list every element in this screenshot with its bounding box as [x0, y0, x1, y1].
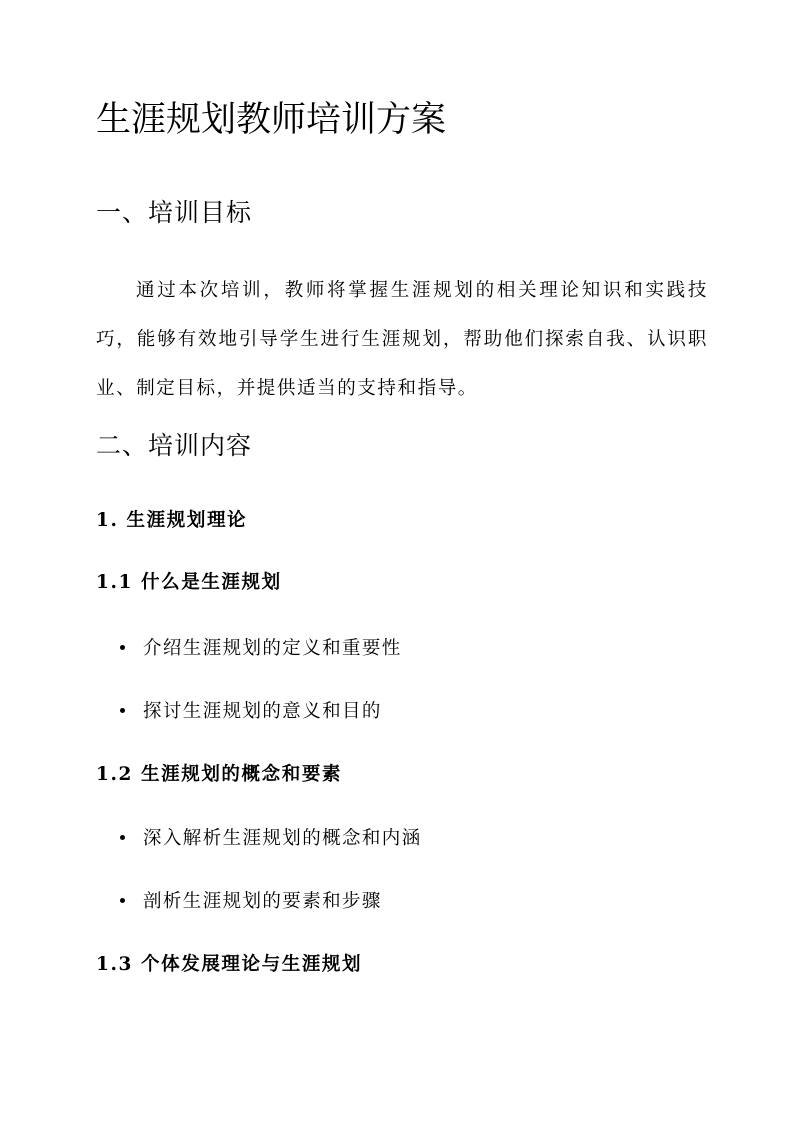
- subheading-what-is: 1.1 什么是生涯规划: [96, 572, 282, 593]
- bullet-icon: [120, 708, 125, 713]
- goals-paragraph: 通过本次培训，教师将掌握生涯规划的相关理论知识和实践技巧，能够有效地引导学生进行生涯规划，帮助他们探索自我、认识职业、制定目标，并提供适当的支持和指导。: [96, 280, 708, 399]
- subheading-theory: 1. 生涯规划理论: [96, 510, 248, 531]
- list-item-text: 探讨生涯规划的意义和目的: [143, 701, 382, 722]
- document-title: 生涯规划教师培训方案: [96, 100, 447, 140]
- subheading-concepts: 1.2 生涯规划的概念和要素: [96, 764, 343, 785]
- section-heading-goals: 一、培训目标: [96, 198, 253, 227]
- bullet-icon: [120, 835, 125, 840]
- list-item: [120, 634, 402, 664]
- list-item-text: 深入解析生涯规划的概念和内涵: [143, 828, 422, 849]
- list-item-text: 介绍生涯规划的定义和重要性: [143, 638, 402, 659]
- subheading-development-theory: 1.3 个体发展理论与生涯规划: [96, 954, 363, 975]
- bullet-icon: [120, 645, 125, 650]
- bullet-icon: [120, 898, 125, 903]
- section-heading-content: 二、培训内容: [96, 431, 253, 460]
- list-item-text: 剖析生涯规划的要素和步骤: [143, 891, 382, 912]
- list-item: [120, 824, 422, 854]
- list-item: [120, 887, 382, 917]
- list-item: [120, 697, 382, 727]
